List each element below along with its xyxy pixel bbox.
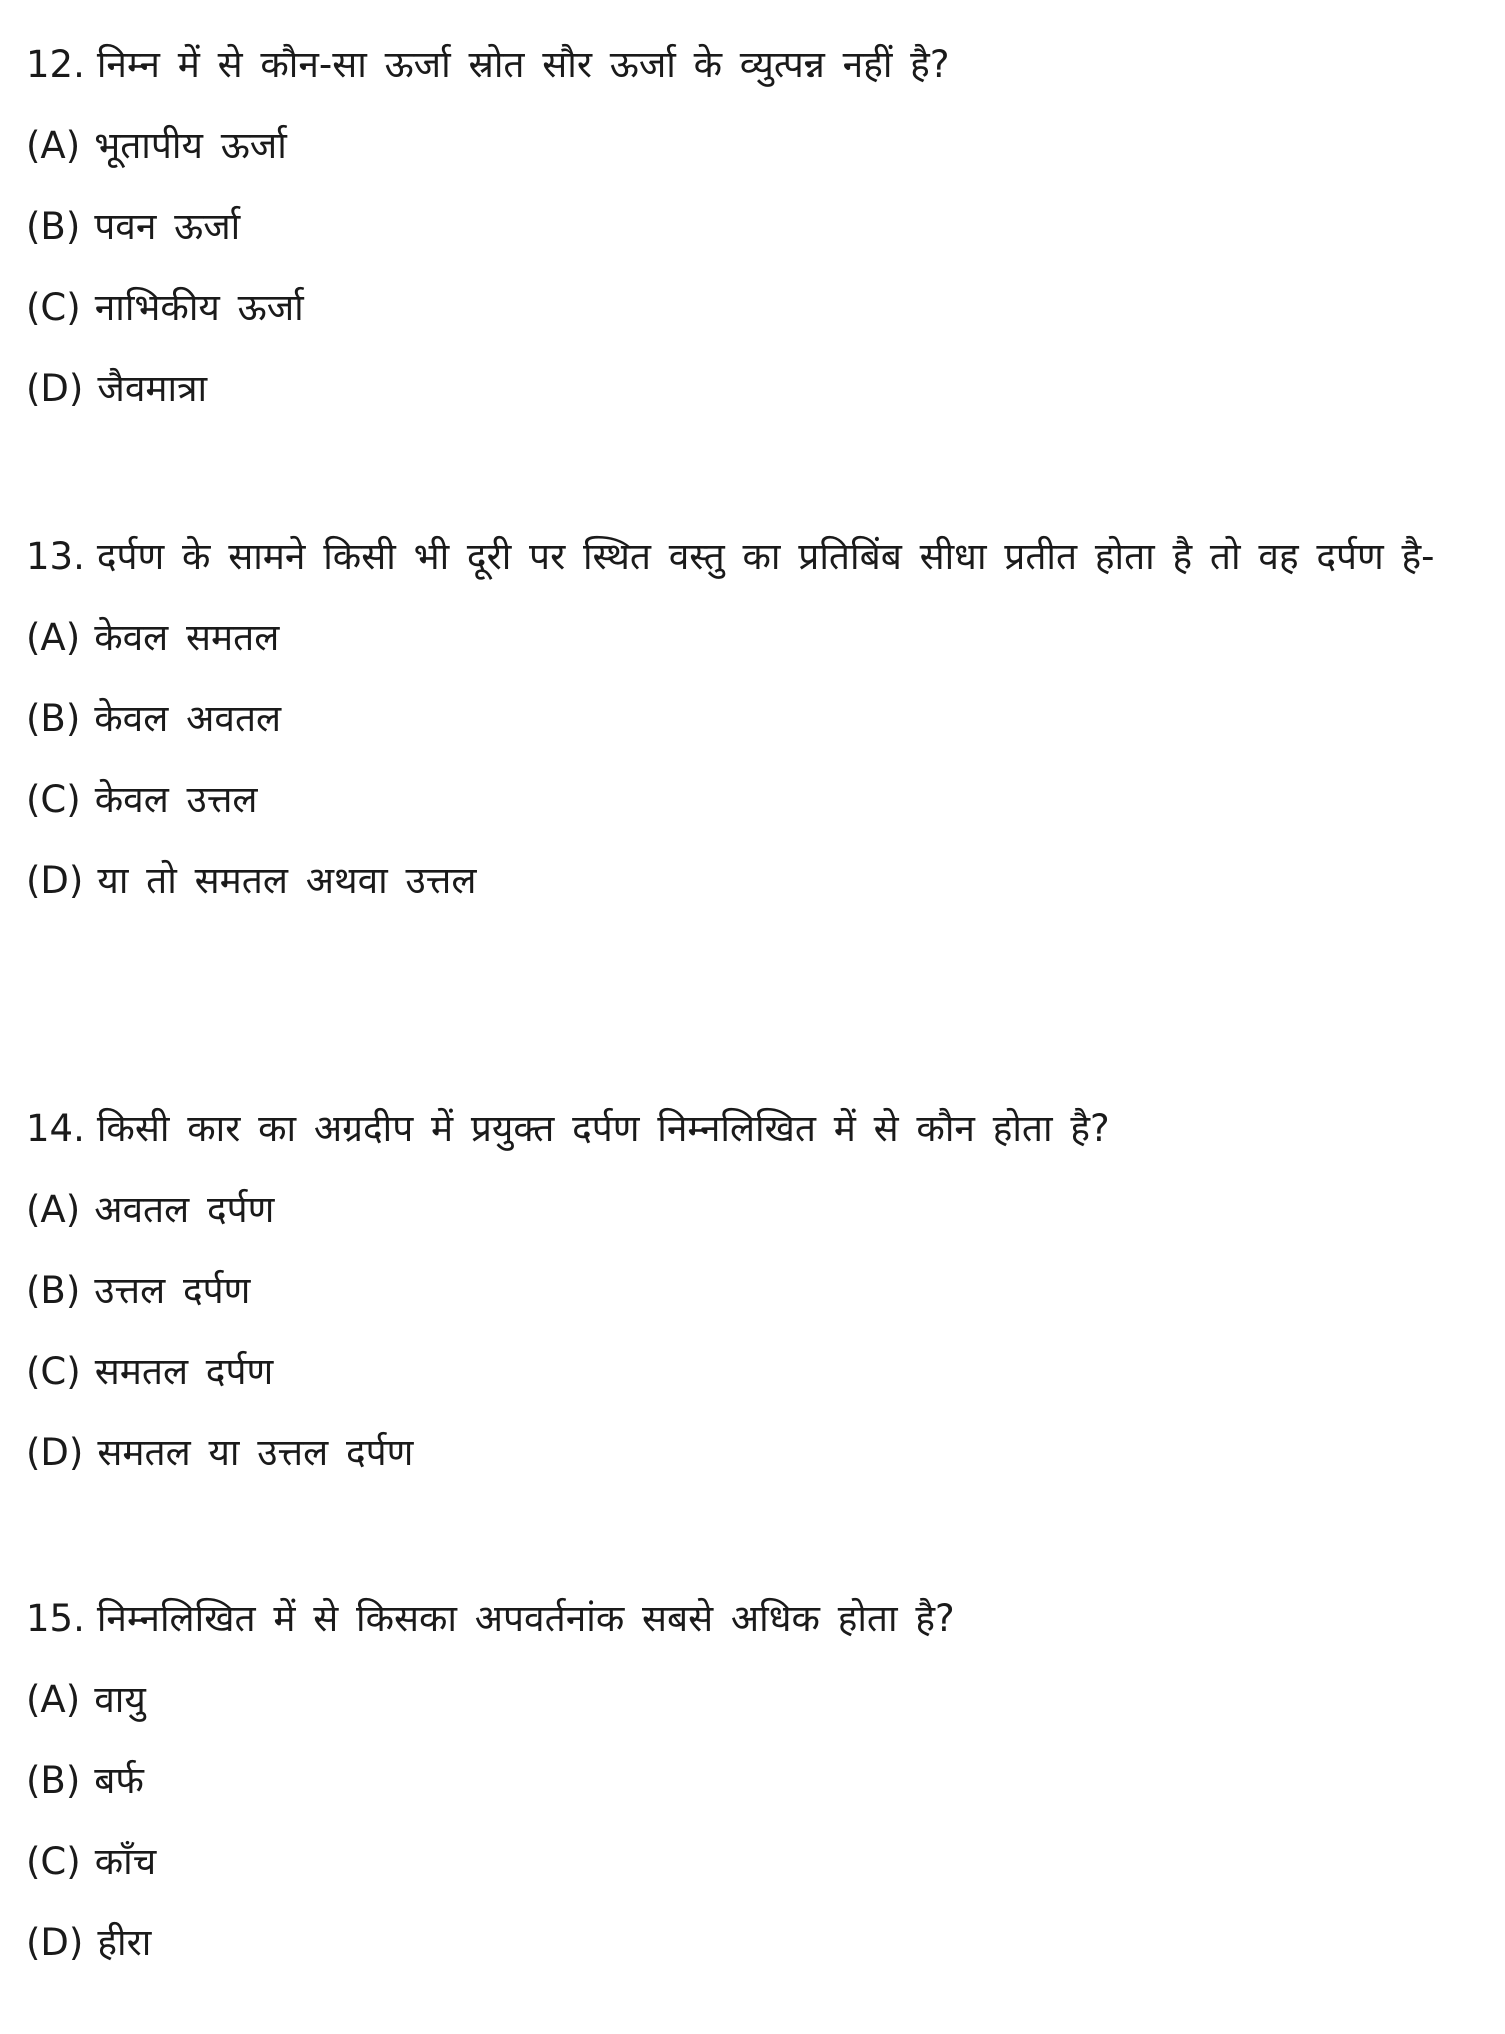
option-text: अवतल दर्पण (94, 1188, 275, 1231)
question-text (26, 516, 1481, 597)
option-text: समतल दर्पण (94, 1350, 274, 1393)
question-number: 12. (26, 43, 85, 86)
option-label: (C) (26, 1840, 81, 1883)
option-b (26, 678, 1481, 759)
question-text (26, 1578, 1481, 1659)
question-number: 14. (26, 1107, 85, 1150)
option-label: (D) (26, 367, 84, 410)
option-text: बर्फ (94, 1759, 144, 1802)
option-a (26, 597, 1481, 678)
option-text: उत्तल दर्पण (94, 1269, 251, 1312)
option-label: (C) (26, 778, 81, 821)
option-label: (D) (26, 1431, 84, 1474)
option-label: (B) (26, 1269, 81, 1312)
option-text: भूतापीय ऊर्जा (94, 124, 287, 167)
option-d (26, 1412, 1481, 1493)
option-text: जैवमात्रा (97, 367, 208, 410)
option-label: (A) (26, 124, 81, 167)
question-statement: दर्पण के सामने किसी भी दूरी पर स्थित वस्तु का प्रतिबिंब सीधा प्रतीत होता है तो वह दर्पण है- (96, 535, 1435, 578)
question-13 (26, 516, 1481, 921)
question-text (26, 24, 1481, 105)
option-label: (D) (26, 859, 84, 902)
option-label: (B) (26, 205, 81, 248)
option-label: (A) (26, 616, 81, 659)
option-label: (C) (26, 286, 81, 329)
option-label: (C) (26, 1350, 81, 1393)
option-text: पवन ऊर्जा (94, 205, 241, 248)
option-b (26, 1250, 1481, 1331)
option-text: केवल समतल (94, 616, 280, 659)
option-text: या तो समतल अथवा उत्तल (97, 859, 477, 902)
option-text: हीरा (97, 1921, 152, 1964)
option-a (26, 1659, 1481, 1740)
option-c (26, 1821, 1481, 1902)
question-12 (26, 24, 1481, 429)
option-text: केवल उत्तल (94, 778, 258, 821)
question-15 (26, 1578, 1481, 1983)
option-label: (D) (26, 1921, 84, 1964)
option-text: काँच (94, 1840, 157, 1883)
question-statement: निम्न में से कौन-सा ऊर्जा स्रोत सौर ऊर्जा के व्युत्पन्न नहीं है? (96, 43, 950, 86)
option-d (26, 840, 1481, 921)
option-text: केवल अवतल (94, 697, 282, 740)
question-text (26, 1088, 1481, 1169)
option-label: (B) (26, 1759, 81, 1802)
option-text: नाभिकीय ऊर्जा (94, 286, 304, 329)
option-d (26, 1902, 1481, 1983)
question-14 (26, 1088, 1481, 1493)
option-b (26, 186, 1481, 267)
option-label: (A) (26, 1678, 81, 1721)
option-label: (B) (26, 697, 81, 740)
question-number: 15. (26, 1597, 85, 1640)
option-d (26, 348, 1481, 429)
option-a (26, 1169, 1481, 1250)
question-number: 13. (26, 535, 85, 578)
question-statement: किसी कार का अग्रदीप में प्रयुक्त दर्पण निम्नलिखित में से कौन होता है? (96, 1107, 1110, 1150)
option-text: समतल या उत्तल दर्पण (97, 1431, 414, 1474)
option-c (26, 1331, 1481, 1412)
option-b (26, 1740, 1481, 1821)
option-a (26, 105, 1481, 186)
question-statement: निम्नलिखित में से किसका अपवर्तनांक सबसे अधिक होता है? (96, 1597, 955, 1640)
option-text: वायु (94, 1678, 146, 1721)
option-c (26, 267, 1481, 348)
option-label: (A) (26, 1188, 81, 1231)
option-c (26, 759, 1481, 840)
